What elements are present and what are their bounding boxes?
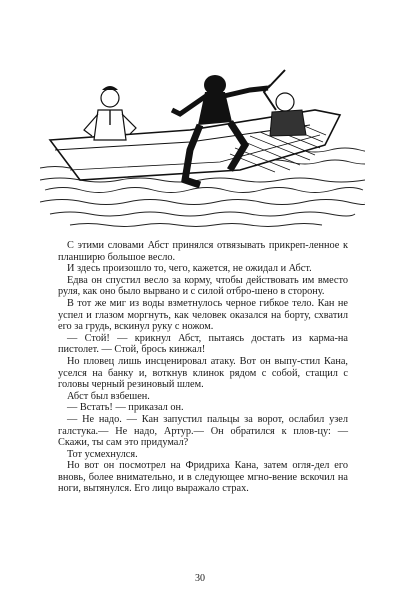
paragraph: Едва он спустил весло за корму, чтобы действовать им вместо руля, как оно было вырвано и с силой отбро-шено в сторону. [58, 274, 348, 298]
paragraph: С этими словами Абст принялся отвязывать прикреп-ленное к планширю большое весло. [58, 240, 348, 263]
paragraph: И здесь произошло то, чего, кажется, не ожидал и Абст. [67, 263, 312, 275]
paragraph: — Встать! — приказал он. [67, 402, 184, 414]
paragraph: Но вот он посмотрел на Фридриха Кана, затем огля-дел его вновь, более внимательно, и в следующее мгно-вение вскочил на ноги, вытянулся. Его лицо выражало страх. [58, 460, 348, 495]
paragraph: В тот же миг из воды взметнулось черное гибкое тело. Кан не успел и глазом моргнуть, как человек оказался на борту, схватил его за грудь, вскинул руку с ножом. [58, 297, 348, 333]
paragraph: — Стой! — крикнул Абст, пытаясь достать из карма-на пистолет. — Стой, брось кинжал! [58, 332, 348, 356]
body-text [58, 240, 348, 495]
paragraph: Тот усмехнулся. [67, 448, 138, 460]
boat-swimmer-illustration-icon [40, 30, 365, 232]
paragraph: Но пловец лишь инсценировал атаку. Вот он выпу-стил Кана, уселся на банку и, воткнув клинок рядом с собой, стащил с головы черный резиновый шлем. [58, 355, 348, 391]
page-number: 30 [195, 573, 205, 584]
paragraph: Абст был взбешен. [67, 390, 150, 402]
paragraph: — Не надо. — Кан запустил пальцы за ворот, ослабил узел галстука.— Не надо, Артур.— Он обратился к плов-цу: — Скажи, ты сам это придумал? [58, 413, 348, 449]
